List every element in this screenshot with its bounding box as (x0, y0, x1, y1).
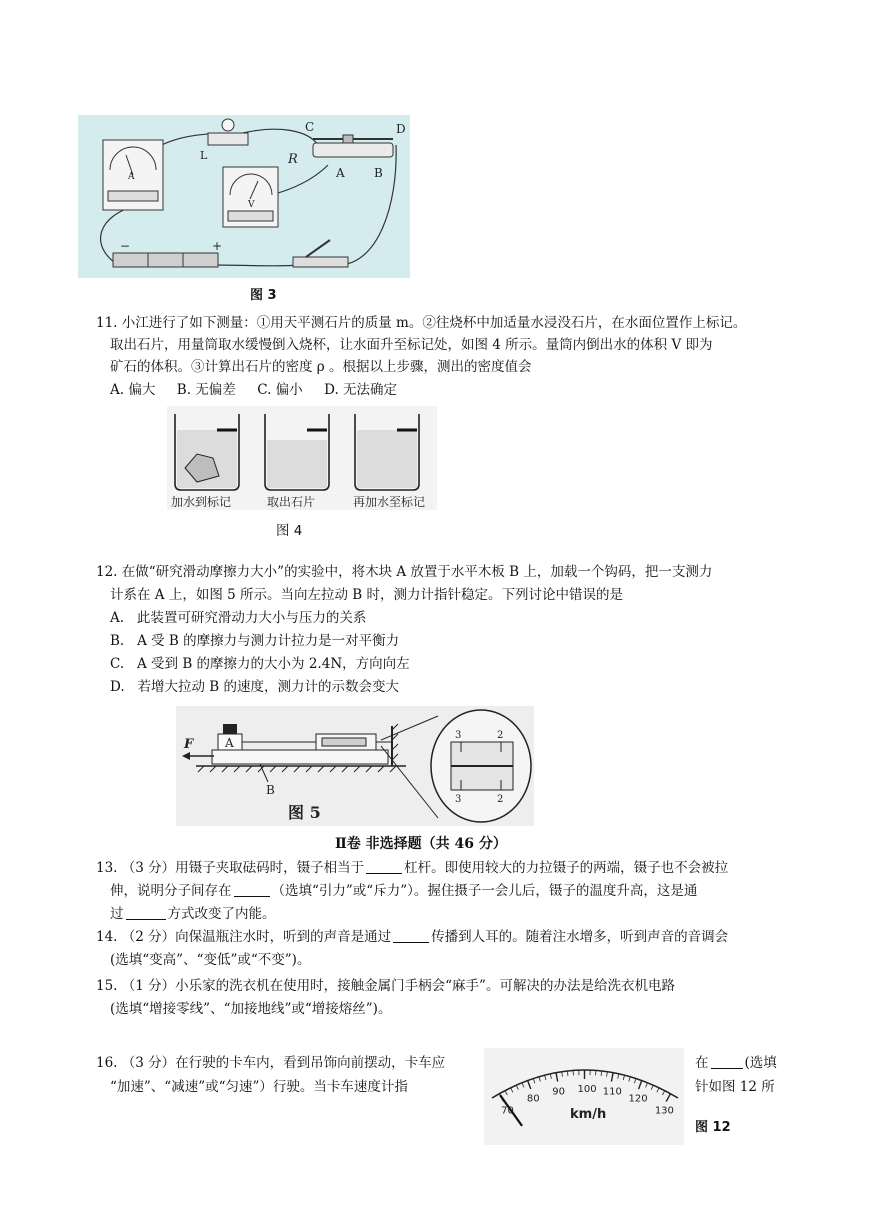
beaker-3 (355, 414, 419, 490)
q13-text-1b: 杠杆。即使用较大的力拉镊子的两端，镊子也不会被拉 (404, 860, 729, 876)
q16-line-2b: 针如图 12 所 (695, 1079, 775, 1095)
force-f-label: F (184, 737, 194, 752)
q12-option-b: B. A 受 B 的摩擦力与测力计拉力是一对平衡力 (110, 633, 400, 649)
q11-line-3: 矿石的体积。③计算出石片的密度 ρ 。根据以上步骤，测出的密度值会 (110, 359, 532, 375)
speedometer-minor-tick (651, 1085, 653, 1090)
q12-option-d: D. 若增大拉动 B 的速度，测力计的示数会变大 (110, 679, 400, 695)
speedometer-minor-tick (505, 1091, 507, 1095)
q12-line-2: 计系在 A 上，如图 5 所示。当向左拉动 B 时，测力计指针稳定。下列讨论中错误的是 (110, 587, 624, 603)
q14-line-2: (选填“变高”、“变低”或“不变”)。 (110, 952, 311, 968)
terminal-c-label: C (305, 120, 315, 134)
q16-text-1c: (选填 (744, 1055, 777, 1071)
speedometer-tick-label: 120 (628, 1093, 648, 1105)
terminal-b-label: B (374, 166, 383, 180)
q13-blank-3[interactable] (126, 905, 166, 920)
scale-bottom-right: 2 (497, 794, 504, 805)
circuit-diagram (78, 115, 410, 278)
speedometer-minor-tick (562, 1072, 563, 1077)
q16-line-2a: “加速”、“减速”或“匀速”）行驶。当卡车速度计指 (110, 1079, 408, 1095)
figure-4-caption: 图 4 (276, 523, 303, 539)
q14-line-1 (96, 928, 728, 946)
speedometer-minor-tick (567, 1071, 568, 1076)
speedometer-minor-tick (522, 1083, 524, 1088)
speedometer-minor-tick (646, 1083, 648, 1088)
figure-5-friction-setup (176, 706, 534, 826)
scale-top-right: 2 (497, 730, 504, 741)
voltmeter-label: V (248, 200, 255, 210)
q13-text-2b: （选填“引力”或“斥力”）。握住摄子一会儿后，镊子的温度升高，这是通 (271, 883, 698, 899)
speedometer-minor-tick (516, 1085, 518, 1090)
speedometer-minor-tick (545, 1075, 546, 1080)
speedometer-tick-label: 110 (602, 1086, 622, 1098)
q13-text-2a: 伸，说明分子间存在 (110, 883, 232, 899)
q11-line-1: 11. 小江进行了如下测量：①用天平测石片的质量 m。②往烧杯中加适量水浸没石片，在水面位置作上标记。 (96, 315, 747, 331)
board-b-label: B (266, 783, 275, 797)
speedometer-tick-label: 100 (577, 1084, 597, 1095)
speedometer-tick-label: 90 (552, 1086, 566, 1098)
speedometer-figure (484, 1048, 684, 1145)
speedometer-tick-label: 70 (501, 1105, 514, 1117)
friction-diagram (176, 706, 534, 826)
q16-blank-1[interactable] (711, 1054, 743, 1069)
speedometer-major-tick (611, 1073, 613, 1082)
q16-text-1b: 在 (695, 1055, 709, 1071)
terminal-d-label: D (396, 122, 406, 136)
beakers-diagram (167, 406, 437, 510)
rheostat-r-label: R (288, 152, 298, 167)
figure-12-caption: 图 12 (695, 1120, 731, 1135)
q13-blank-2[interactable] (234, 882, 270, 897)
figure-3-circuit (78, 115, 410, 278)
q11-line-2: 取出石片，用量筒取水缓慢倒入烧杯，让水面升至标记处，如图 4 所示。量筒内倒出水的体积 V 即为 (110, 337, 713, 353)
speedometer-minor-tick (657, 1088, 659, 1093)
q11-options: A. 偏大 B. 无偏差 C. 偏小 D. 无法确定 (110, 382, 398, 398)
speedometer-major-tick (556, 1073, 558, 1082)
terminal-a-label: A (336, 166, 345, 180)
scale-top-left: 3 (455, 730, 462, 741)
speedometer-gauge (484, 1048, 684, 1145)
battery-minus-label: − (120, 239, 131, 253)
speedometer-minor-tick (550, 1074, 551, 1079)
lamp-label: L (200, 149, 208, 162)
beaker-1-label: 加水到标记 (171, 495, 232, 509)
beaker-3-label: 再加水至标记 (353, 495, 426, 509)
speedometer-major-tick (528, 1081, 531, 1089)
q13-line-1 (96, 859, 728, 877)
figure-5-caption: 图 5 (288, 803, 321, 822)
block-a-label: A (225, 736, 234, 750)
beaker-2 (265, 414, 329, 490)
speedometer-minor-tick (629, 1077, 630, 1082)
speedometer-minor-tick (662, 1091, 664, 1095)
speedometer-minor-tick (618, 1074, 619, 1079)
q12-option-a: A. 此装置可研究滑动力大小与压力的关系 (110, 610, 367, 626)
q12-line-1: 12. 在做“研究滑动摩擦力大小”的实验中，将木块 A 放置于水平木板 B 上，加载一个钩码，把一支测力 (96, 564, 713, 580)
speedometer-tick-label: 80 (526, 1093, 540, 1105)
q13-text-3b: 方式改变了内能。 (167, 906, 276, 922)
speedometer-minor-tick (634, 1079, 636, 1084)
q16-line-1b (695, 1054, 777, 1072)
speedometer-minor-tick (601, 1071, 602, 1076)
speedometer-minor-tick (533, 1079, 535, 1084)
q13-blank-1[interactable] (366, 859, 402, 874)
speedometer-minor-tick (511, 1088, 513, 1093)
speedometer-major-tick (639, 1081, 642, 1089)
q13-line-2 (110, 882, 697, 900)
speedometer-tick-label: 130 (654, 1105, 674, 1117)
speedometer-minor-tick (623, 1075, 624, 1080)
figure-4-beakers (167, 406, 437, 510)
q15-line-2: (选填“增接零线”、“加接地线”或“增接熔丝”)。 (110, 1001, 392, 1017)
section-2-title: Ⅱ卷 非选择题（共 46 分） (335, 836, 507, 852)
battery-plus-label: + (212, 239, 223, 253)
q13-line-3 (110, 905, 276, 923)
beaker-2-label: 取出石片 (267, 495, 316, 509)
q15-line-1: 15. （1 分）小乐家的洗衣机在使用时，接触金属门手柄会“麻手”。可解决的办法是给洗衣机电路 (96, 978, 675, 994)
q13-text-1a: 13. （3 分）用镊子夹取砝码时，镊子相当于 (96, 860, 365, 876)
q13-text-3a: 过 (110, 906, 124, 922)
figure-3-caption: 图 3 (250, 288, 277, 303)
ammeter-label: A (128, 172, 135, 182)
q12-option-c: C. A 受到 B 的摩擦力的大小为 2.4N，方向向左 (110, 656, 410, 672)
beaker-1 (175, 414, 239, 490)
speedometer-minor-tick (539, 1077, 540, 1082)
q14-text-1b: 传播到人耳的。随着注水增多，听到声音的音调会 (431, 929, 729, 945)
speedometer-unit: km/h (570, 1107, 607, 1122)
scale-bottom-left: 3 (455, 794, 462, 805)
speedometer-major-tick (666, 1094, 670, 1102)
q16-line-1a: 16. （3 分）在行驶的卡车内，看到吊饰向前摆动，卡车应 (96, 1055, 446, 1071)
q14-text-1a: 14. （2 分）向保温瓶注水时，听到的声音是通过 (96, 929, 392, 945)
q14-blank-1[interactable] (393, 928, 429, 943)
speedometer-minor-tick (607, 1072, 608, 1077)
